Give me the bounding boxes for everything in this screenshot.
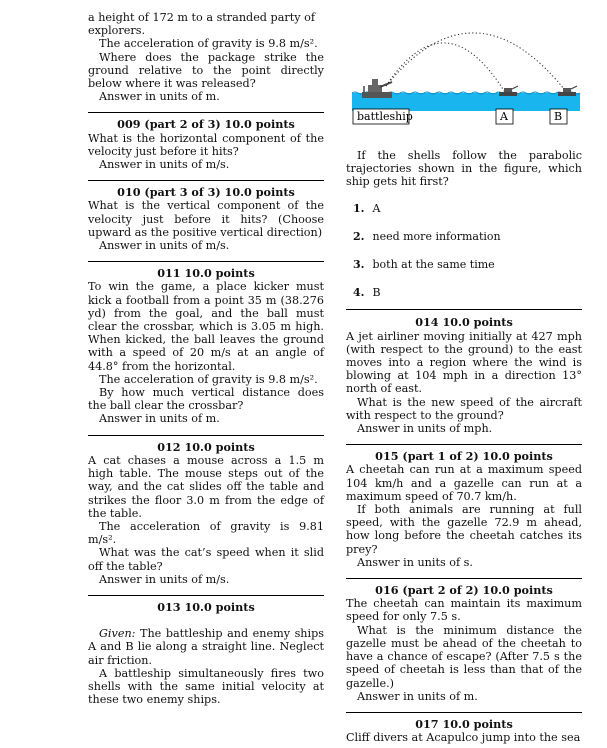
divider [88,595,324,596]
enemy-ship-a-icon [499,86,518,96]
battleship-icon [362,79,392,98]
left-column [88,11,324,706]
q014-header: 014 10.0 points [415,315,513,330]
q013-given [88,627,324,667]
divider [88,261,324,262]
enemy-ship-b-icon [558,86,577,96]
q015-text: A cheetah can run at a maximum speed 104 km/h and a gazelle can run at a maximum speed of 70.7 km/h. [346,463,582,503]
q011-header: 011 10.0 points [157,266,255,281]
divider [88,435,324,436]
choice-1[interactable] [353,202,582,215]
divider [346,444,582,445]
q013-given-text: The battleship and enemy ships A and B lie along a straight line. Neglect air friction. [88,627,324,667]
q011-gravity: The acceleration of gravity is 9.8 m/s². [99,372,318,386]
choice-text: need more information [372,229,501,243]
intro-answer: Answer in units of m. [99,90,220,104]
q011-question: By how much vertical distance does the ball clear the crossbar? [88,386,324,413]
choice-4[interactable] [353,286,582,299]
q009-text: What is the horizontal component of the velocity just before it hits? [88,131,324,158]
choice-text: B [372,286,381,300]
divider [346,309,582,310]
divider [88,180,324,181]
q009-answer: Answer in units of m/s. [99,158,230,172]
ship-a-label: A [500,110,508,123]
q014-question: What is the new speed of the aircraft with respect to the ground? [346,395,582,422]
q009-header: 009 (part 2 of 3) 10.0 points [117,117,295,132]
q013-text: A battleship simultaneously fires two shells with the same initial velocity at these two enemy ships. [88,666,324,707]
q017-text: Cliff divers at Acapulco jump into the sea [346,731,581,745]
intro-gravity: The acceleration of gravity is 9.8 m/s². [99,37,318,51]
q016-text: The cheetah can maintain its maximum speed for only 7.5 s. [346,597,582,624]
q012-text: A cat chases a mouse across a 1.5 m high table. The mouse steps out of the way, and the cat slides off the table and strikes the floor 3.0 m from the edge of the table. [88,453,324,520]
divider [88,112,324,113]
q013-header: 013 10.0 points [157,599,255,614]
q013-given-label: Given: [99,627,136,641]
q015-header: 015 (part 1 of 2) 10.0 points [375,449,553,464]
q012-gravity: The acceleration of gravity is 9.81 m/s². [88,519,324,547]
battleship-figure [346,6,582,123]
choice-num: 2. [353,229,365,243]
q016-question: What is the minimum distance the gazelle must be ahead of the cheetah to have a chance of escape? (After 7.5 s the speed of cheetah is less than that of the gazelle.) [346,623,582,690]
ship-b-label: B [554,110,563,123]
q017-header: 017 10.0 points [415,716,513,731]
choice-text: A [372,201,381,215]
choice-num: 1. [353,201,365,215]
q010-text: What is the vertical component of the velocity just before it hits? (Choose upward as the positive vertical direction) [88,199,324,239]
battleship-label: battleship [357,110,413,123]
q016-header: 016 (part 2 of 2) 10.0 points [375,583,553,598]
choice-2[interactable] [353,230,582,243]
q010-header: 010 (part 3 of 3) 10.0 points [117,185,295,200]
intro-line-1: a height of 172 m to a stranded party of [88,11,315,24]
divider [346,712,582,713]
trajectory-diagram [346,6,582,130]
choice-3[interactable] [353,258,582,271]
trajectory-a [386,43,506,94]
q012-header: 012 10.0 points [157,439,255,454]
choice-text: both at the same time [372,258,495,272]
divider [346,578,582,579]
q012-answer: Answer in units of m/s. [99,572,230,586]
q016-answer: Answer in units of m. [357,689,478,703]
choice-num: 4. [353,286,365,300]
right-column [346,6,582,744]
choice-num: 3. [353,258,365,272]
q012-question: What was the cat’s speed when it slid off the table? [88,546,324,573]
q015-question: If both animals are running at full speed, with the gazelle 72.9 m ahead, how long before the cheetah catches its prey? [346,503,582,556]
q010-answer: Answer in units of m/s. [99,239,230,253]
q014-answer: Answer in units of mph. [357,422,493,436]
q015-answer: Answer in units of s. [357,555,473,569]
q013-cont-text: If the shells follow the parabolic trajectories shown in the figure, which ship gets hit first? [346,149,582,189]
q011-answer: Answer in units of m. [99,412,220,426]
intro-question: Where does the package strike the ground relative to the point directly below where it was released? [88,50,324,91]
intro-line-2: explorers. [88,24,146,38]
q014-text: A jet airliner moving initially at 427 mph (with respect to the ground) to the east moves into a region where the wind is blowing at 104 mph in a direction 13° north of east. [346,329,582,396]
q011-text: To win the game, a place kicker must kick a football from a point 35 m (38.276 yd) from the goal, and the ball must clear the crossbar, which is 3.05 m high. When kicked, the ball leaves the ground with a speed of 20 m/s at an angle of 44.8° from the horizontal. [88,280,324,373]
q013-choices [346,202,582,300]
trajectory-b [386,33,568,94]
